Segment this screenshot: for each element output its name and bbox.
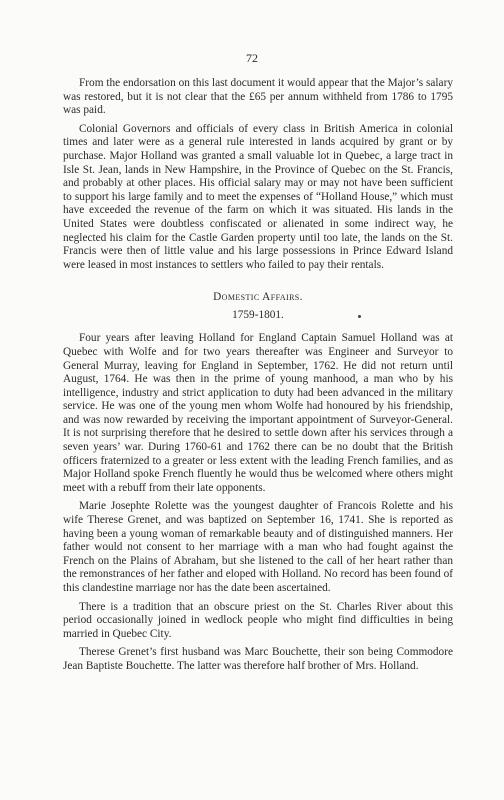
paragraph: Colonial Governors and officials of every class in British America in colonial times and later were as a general rule interested in lands acquired by grant or by purchase. Major Holland was granted a small valuable lot in Quebec, a large tract in Isle St. Jean, lands in New Hampshire, in the Province of Quebec on the St. Francis, and probably at other places. His official salary may or may not have been sufficient to support his large family and to meet the expenses of “Holland House,” which must have exceeded the revenue of the farm on which it was situated. His lands in the United States were doubtless confiscated or alienated in some indirect way, he neglected his claim for the Castle Garden property until too late, the lands on the St. Francis were then of little value and his large possessions in Prince Edward Island were leased in most instances to settlers who failed to pay their rentals. [63, 122, 453, 271]
section-dates: 1759-1801. [232, 309, 284, 322]
section-heading: Domestic Affairs. [213, 291, 303, 304]
page-number: 72 [246, 51, 258, 65]
paragraph: Marie Josephte Rolette was the youngest daughter of Francois Rolette and his wife Therese Grenet, and was baptized on September 16, 1741. She is reported as having been a young woman of remarkable beauty and of distinguished manners. Her father would not consent to her marriage with a man who had fought against the French on the Plains of Abraham, but she listened to the call of her heart rather than the remonstrances of her father and eloped with Holland. No record has been found of this clandestine marriage nor has the date been ascertained. [63, 500, 453, 594]
ink-speck [358, 315, 361, 318]
paragraph: Four years after leaving Holland for England Captain Samuel Holland was at Quebec with Wolfe and for two years thereafter was Engineer and Surveyor to General Murray, leaving for England in September, 1762. He did not return until August, 1764. He was then in the prime of young manhood, a man who by his intelligence, industry and strict application to duty had been advanced in the military service. He was one of the young men whom Wolfe had honoured by his friendship, and was now rewarded by receiving the important appointment of Surveyor-General. It is not surprising therefore that he desired to settle down after his services through a seven years’ war. During 1760-61 and 1762 there can be no doubt that the British officers fraternized to a greater or less extent with the leading French families, and as Major Holland spoke French fluently he would thus be welcomed where others might meet with a rebuff from their late opponents. [63, 332, 453, 494]
paragraph: Therese Grenet’s first husband was Marc Bouchette, their son being Commodore Jean Baptiste Bouchette. The latter was therefore half brother of Mrs. Holland. [63, 646, 453, 672]
paragraph: There is a tradition that an obscure priest on the St. Charles River about this period occasionally joined in wedlock people who might find difficulties in being married in Quebec City. [63, 600, 453, 640]
paragraph: From the endorsation on this last document it would appear that the Major’s salary was restored, but it is not clear that the £65 per annum withheld from 1786 to 1795 was paid. [63, 77, 453, 117]
page-body [63, 77, 453, 679]
